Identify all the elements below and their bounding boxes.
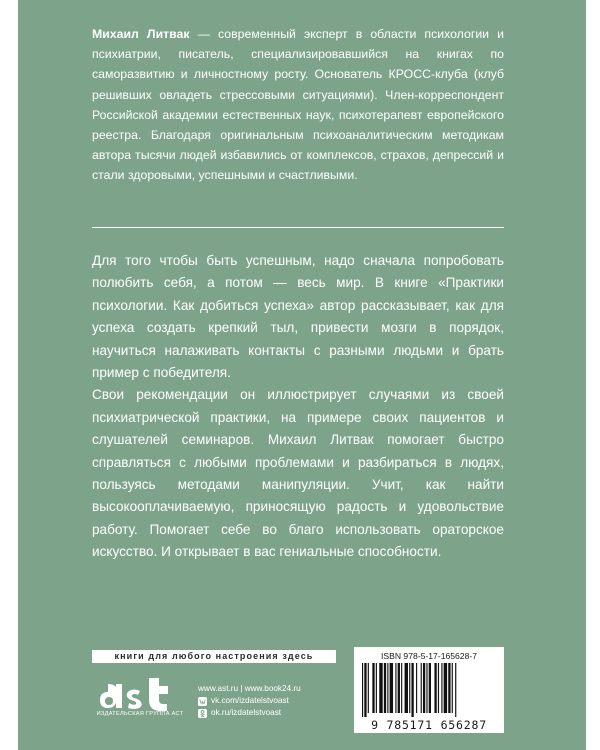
vk-link[interactable]: vk.com/izdatelstvoast [211,696,289,705]
publisher-links [198,683,301,719]
ok-link[interactable]: ok.ru/izdatelstvoast [211,708,282,717]
slogan-banner: книги для любого настроения здесь [92,650,336,663]
vk-icon [198,697,207,706]
book-back-cover [18,0,586,750]
ok-row [198,707,301,719]
isbn-barcode-box [354,647,504,733]
ok-icon [198,709,207,718]
divider-line [92,227,504,228]
website-links[interactable]: www.ast.ru | www.book24.ru [198,684,301,693]
description-paragraph-1: Для того чтобы быть успешным, надо сначала попробовать полюбить себя, а потом — весь мир. В книге «Практики психологии. Как добиться успеха» автор рассказывает, как для успеха создать крепкий тыл, привести мозги в порядок, научиться налаживать контакты с разными людьми и брать пример с победителя. [92,253,504,381]
book-description [92,250,504,564]
isbn-label: ISBN 978-5-17-165628-7 [380,651,478,661]
publisher-caption: ИЗДАТЕЛЬСКАЯ ГРУППА АСТ [96,711,184,717]
vk-row [198,695,301,707]
author-bio [92,24,504,186]
website-row [198,683,301,695]
description-paragraph-2: Свои рекомендации он иллюстрирует случаями из своей психиатрической практики, на примере своих пациентов и слушателей семинаров. Михаил Литвак помогает быстро справляться с любыми проблемами и разбираться в людях, пользуясь методами манипуляции. Учит, как найти высокооплачиваемую, приносящую радость и удовольствие работу. Помогает себе во благо использовать ораторское искусство. И открывает в вас гениальные способности. [92,387,504,560]
ast-logo [94,672,184,728]
author-name: Михаил Литвак [92,27,190,41]
author-bio-text: — современный эксперт в области психологии и психиатрии, писатель, специализировавшийся на книгах по саморазвитию и личностному росту. Основатель КРОСС-клуба (клуб решивших овладеть стрессовыми ситуациями). Член-корреспондент Российской академии естественных наук, психотерапевт европейского реестра. Благодаря оригинальным психоаналитическим методикам автора тысячи людей избавились от комплексов, страхов, депрессий и стали здоровыми, успешными и счастливыми. [92,27,505,183]
barcode [360,663,498,717]
barcode-digits: 9 785171 656287 [371,718,487,732]
